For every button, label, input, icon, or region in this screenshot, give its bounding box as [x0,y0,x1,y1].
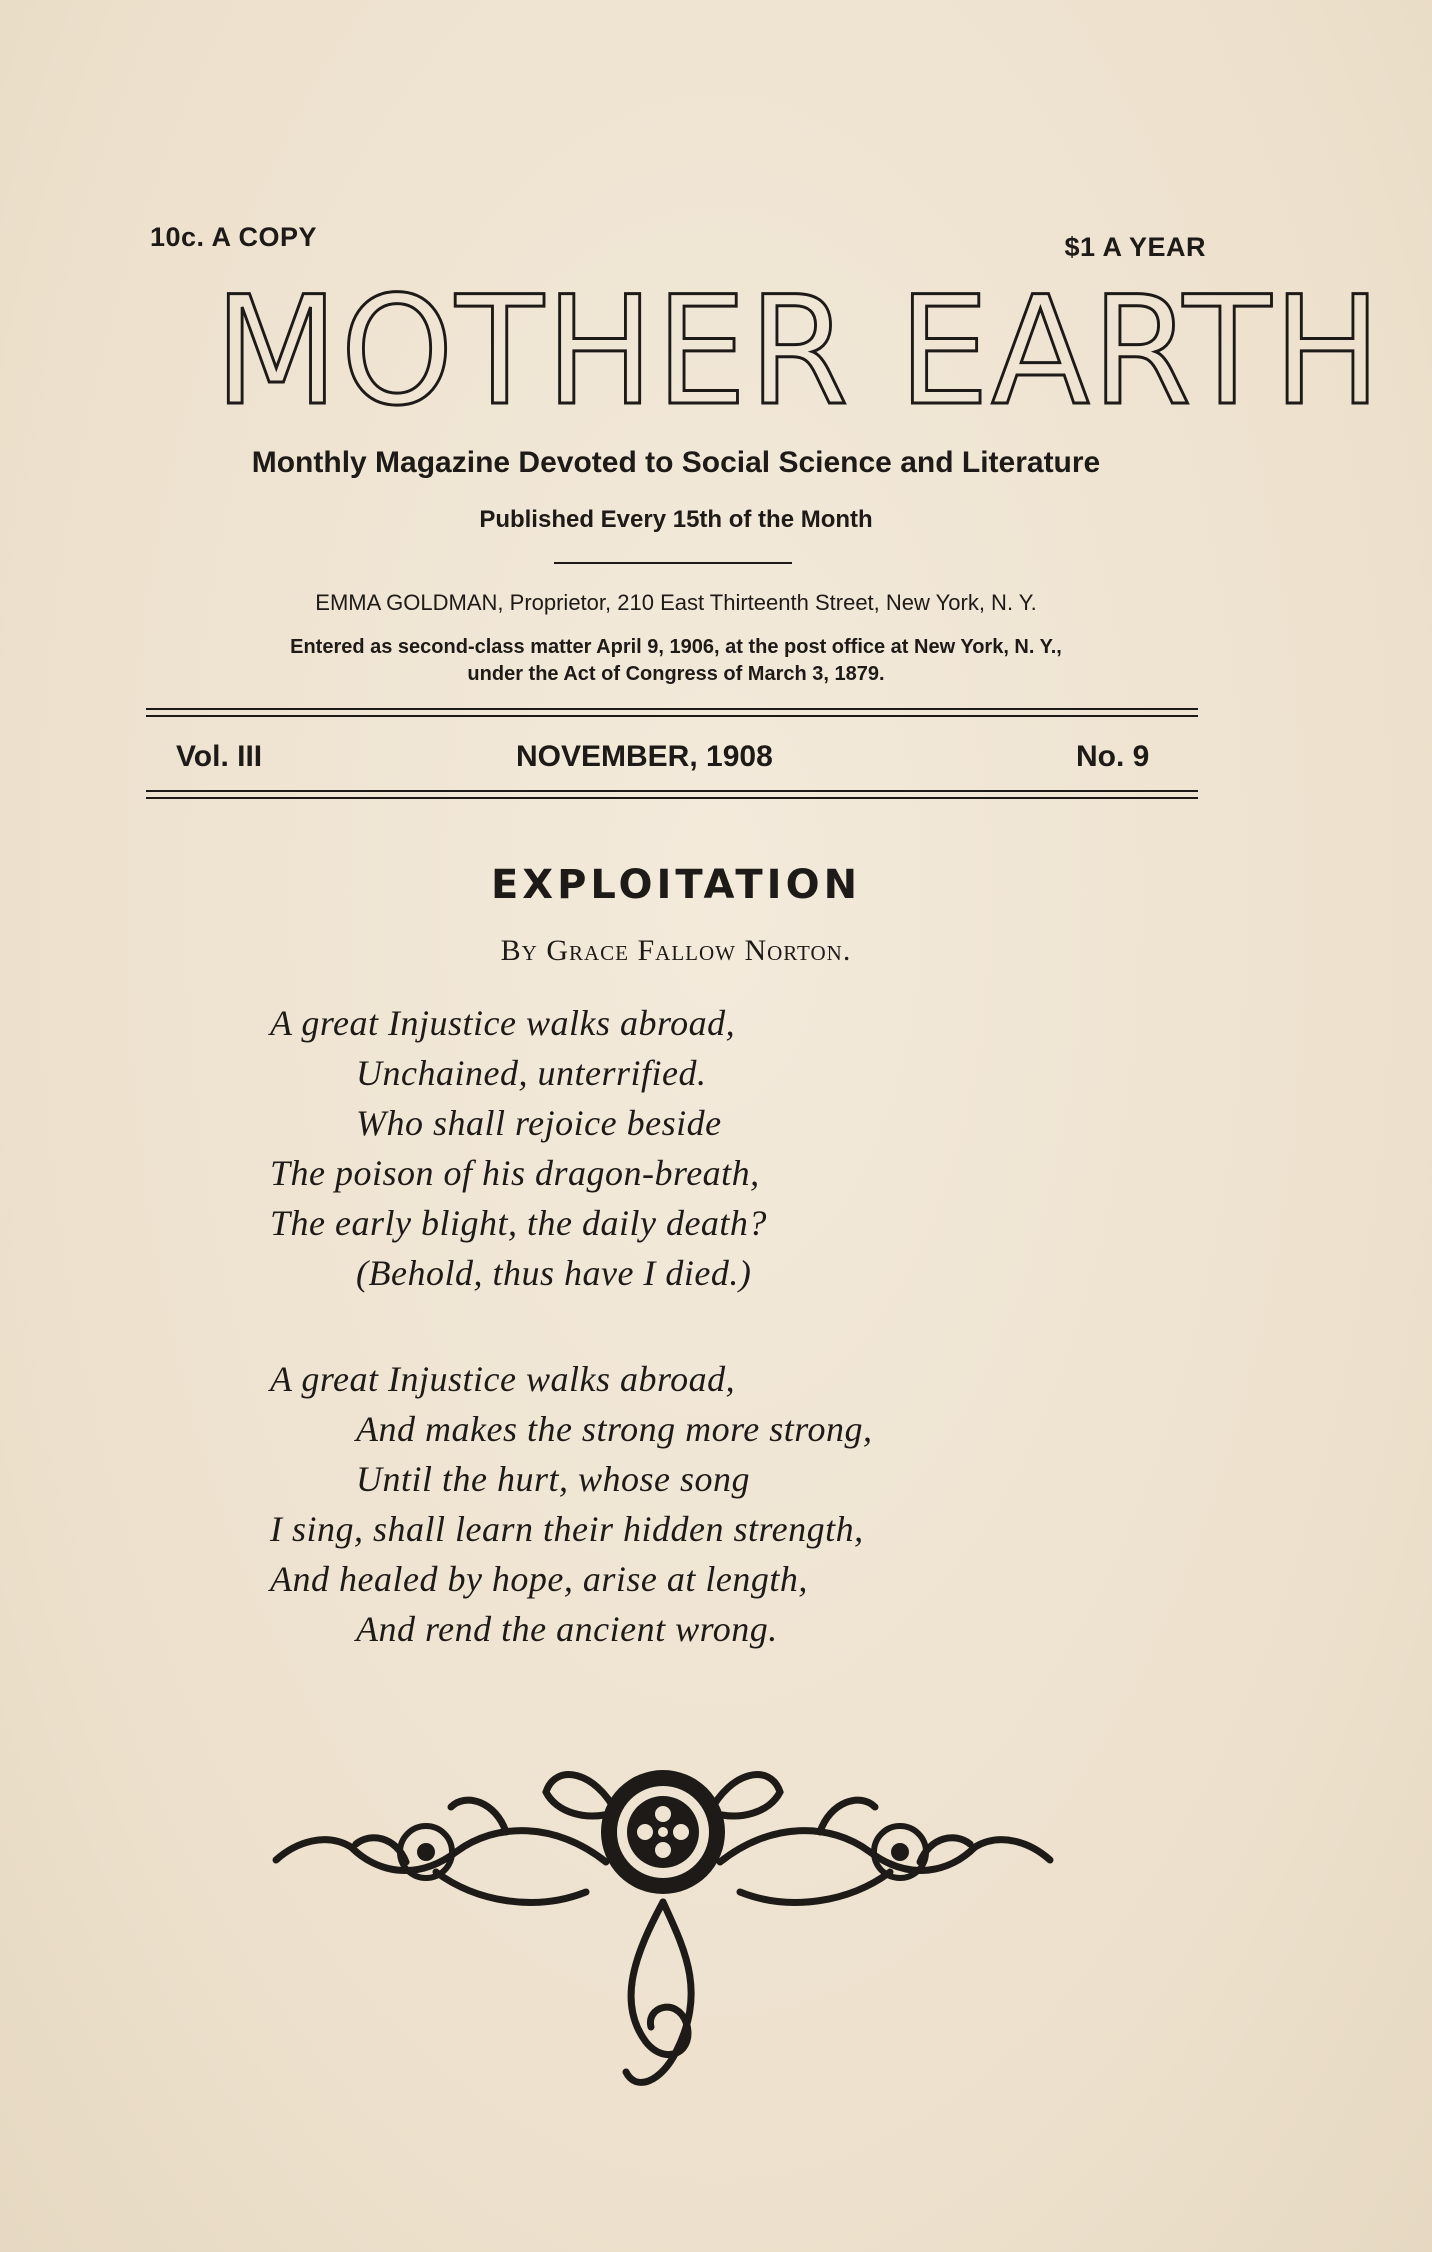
poem-line: And healed by hope, arise at length, [270,1559,808,1599]
poem-line: And rend the ancient wrong. [356,1609,778,1649]
poem-line: Unchained, unterrified. [356,1053,707,1093]
volume-label: Vol. III [176,740,263,773]
price-per-copy: 10c. A COPY [150,222,318,252]
magazine-subtitle: Monthly Magazine Devoted to Social Science and Literature [251,446,1101,479]
price-per-year: $1 A YEAR [1064,232,1206,262]
poem-line: And makes the strong more strong, [356,1409,873,1449]
postal-entry-notice [146,634,1206,688]
poem-line: The early blight, the daily death? [270,1203,767,1243]
masthead-title: MOTHER EARTH [214,265,1384,439]
double-rule-top [146,708,1198,717]
floral-ornament-icon [256,1752,1070,2104]
poem-line: A great Injustice walks abroad, [270,1003,736,1043]
publication-schedule: Published Every 15th of the Month [479,506,873,533]
short-divider [554,562,792,564]
proprietor-line: EMMA GOLDMAN, Proprietor, 210 East Thirteenth Street, New York, N. Y. [315,590,1037,615]
poem-line: Who shall rejoice beside [356,1103,722,1143]
poem-line: Until the hurt, whose song [356,1459,751,1499]
issue-number: No. 9 [1076,740,1150,773]
issue-date: NOVEMBER, 1908 [516,740,773,773]
postal-entry-line-1: Entered as second-class matter April 9, 1906, at the post office at New York, N. Y., [290,636,1062,658]
poem-line: The poison of his dragon-breath, [270,1153,760,1193]
postal-entry-line-2: under the Act of Congress of March 3, 1879. [467,663,885,685]
poem-line: I sing, shall learn their hidden strength, [270,1509,864,1549]
poem-line: (Behold, thus have I died.) [356,1253,752,1293]
poem-line: A great Injustice walks abroad, [270,1359,736,1399]
poem-title: EXPLOITATION [490,862,862,908]
double-rule-bottom [146,790,1198,799]
poem-byline: By Grace Fallow Norton. [500,934,852,967]
